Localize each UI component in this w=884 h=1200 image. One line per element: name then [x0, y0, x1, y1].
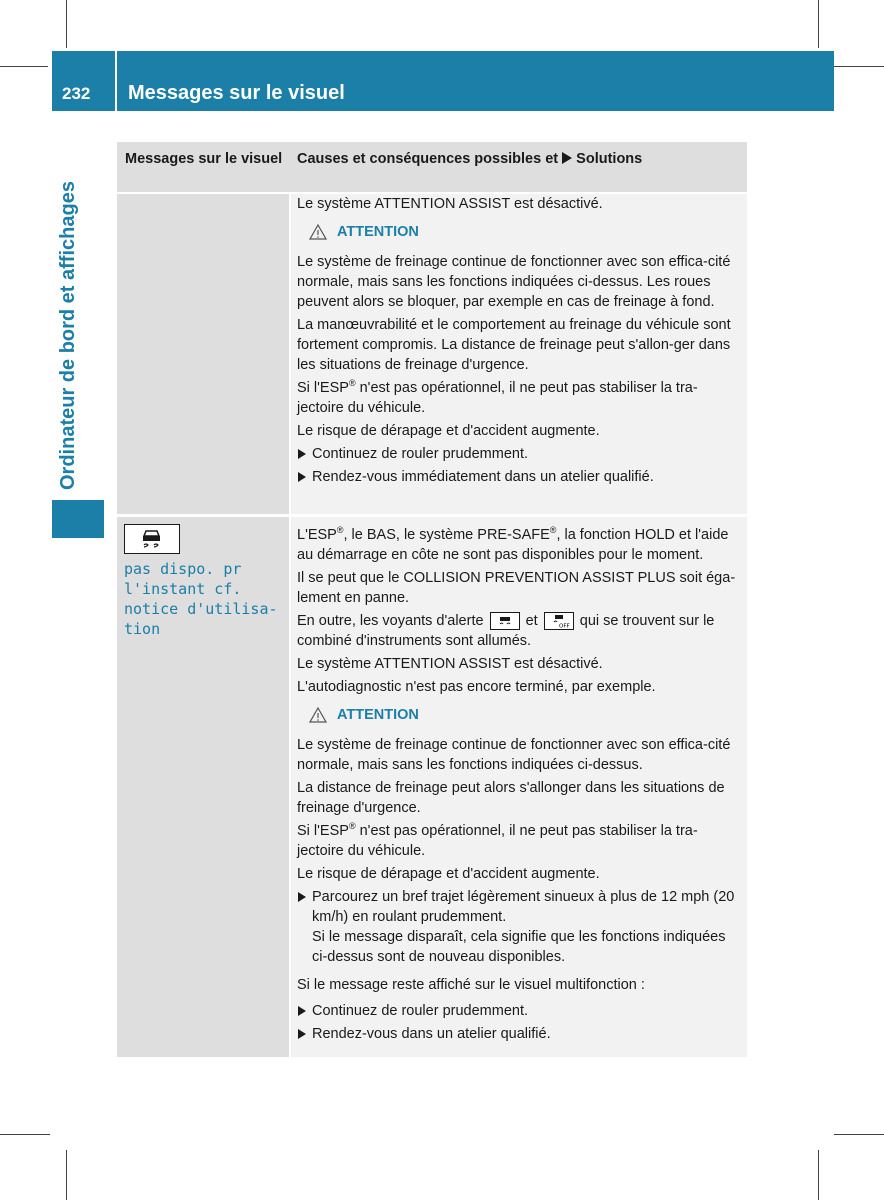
- row-2-content: L'ESP®, le BAS, le système PRE-SAFE®, la fonction HOLD et l'aide au démarrage en côte ne sont pas disponibles pour le moment. Il se peut que le COLLISION PREVENTION ASSIST PLUS soit éga-lement en panne. En outre, les voyants d'alerte et OFF qui se trouvent sur le combiné d'instruments sont allumés. Le système ATTENTION ASSIST est désactivé. L'autodiagnostic n'est pas encore terminé, par exemple. ATTENTION Le système de freinage continue de fonctionner avec son effica-cité normale, mais sans les fonctions indiquées ci-dessus. La distance de freinage peut alors s'allonger dans les situations de freinage d'urgence. Si l'ESP® n'est pas opérationnel, il ne peut pas stabiliser la tra-jectoire du véhicule. Le risque de dérapage et d'accident augmente. Parcourez un bref trajet légèrement sinueux à plus de 12 mph (20 km/h) en roulant prudemment. Si le message disparaît, cela signifie que les fonctions indiquées ci-dessus sont de nouveau disponibles. Si le message reste affiché sur le visuel multifonction : Continuez de rouler prudemment. Rendez-vous dans un atelier qualifié.: [297, 525, 743, 1047]
- skidding-car-icon: [125, 525, 178, 552]
- crop-mark: [818, 0, 819, 48]
- warning-heading: ATTENTION: [309, 222, 743, 242]
- esp-warning-lamp-icon: [490, 612, 520, 630]
- list-item: Parcourez un bref trajet légèrement sinueux à plus de 12 mph (20 km/h) en roulant prudemment. Si le message disparaît, cela signifie que les fonctions indiquées ci-dessus sont de nouveau disponibles.: [297, 887, 743, 967]
- warning-triangle-icon: [309, 707, 327, 723]
- crop-mark: [834, 66, 884, 67]
- table-header: [117, 142, 747, 192]
- arrow-right-icon: [562, 152, 572, 164]
- side-tab: [52, 500, 104, 538]
- list-item: Rendez-vous immédiatement dans un atelier qualifié.: [297, 467, 743, 487]
- esp-off-lamp-icon: [544, 612, 574, 630]
- list-item: Continuez de rouler prudemment.: [297, 444, 743, 464]
- crop-mark: [66, 1150, 67, 1200]
- crop-mark: [0, 66, 48, 67]
- esp-warning-symbol: [124, 524, 180, 554]
- list-item: Continuez de rouler prudemment.: [297, 1001, 743, 1021]
- section-title-vertical: Ordinateur de bord et affichages: [57, 181, 79, 490]
- svg-text:OFF: OFF: [558, 623, 570, 630]
- warning-triangle-icon: [309, 224, 327, 240]
- col1-header: Messages sur le visuel: [125, 151, 283, 167]
- page-number: 232: [62, 84, 91, 103]
- crop-mark: [0, 1134, 50, 1135]
- table-row-1-left: [117, 194, 289, 514]
- row-1-content: Le système ATTENTION ASSIST est désactivé. ATTENTION Le système de freinage continue de fonctionner avec son effica-cité normale, mais sans les fonctions indiquées ci-dessus. Les roues peuvent alors se bloquer, par exemple en cas de freinage à fond. La manœuvrabilité et le comportement au freinage du véhicule sont fortement compromis. La distance de freinage peut s'allon-ger dans les situations de freinage d'urgence. Si l'ESP® n'est pas opérationnel, il ne peut pas stabiliser la tra-jectoire du véhicule. Le risque de dérapage et d'accident augmente. Continuez de rouler prudemment. Rendez-vous immédiatement dans un atelier qualifié.: [297, 194, 743, 490]
- list-item: Rendez-vous dans un atelier qualifié.: [297, 1024, 743, 1044]
- col2-header: Causes et conséquences possibles et Solutions: [297, 151, 643, 167]
- crop-mark: [818, 1150, 819, 1200]
- display-message: pas dispo. pr l'instant cf. notice d'utilisa- tion: [124, 560, 278, 638]
- warning-heading: ATTENTION: [309, 705, 743, 725]
- crop-mark: [66, 0, 67, 48]
- crop-mark: [834, 1134, 884, 1135]
- page-title: Messages sur le visuel: [128, 82, 345, 104]
- row-1-intro: Le système ATTENTION ASSIST est désactivé.: [297, 196, 603, 212]
